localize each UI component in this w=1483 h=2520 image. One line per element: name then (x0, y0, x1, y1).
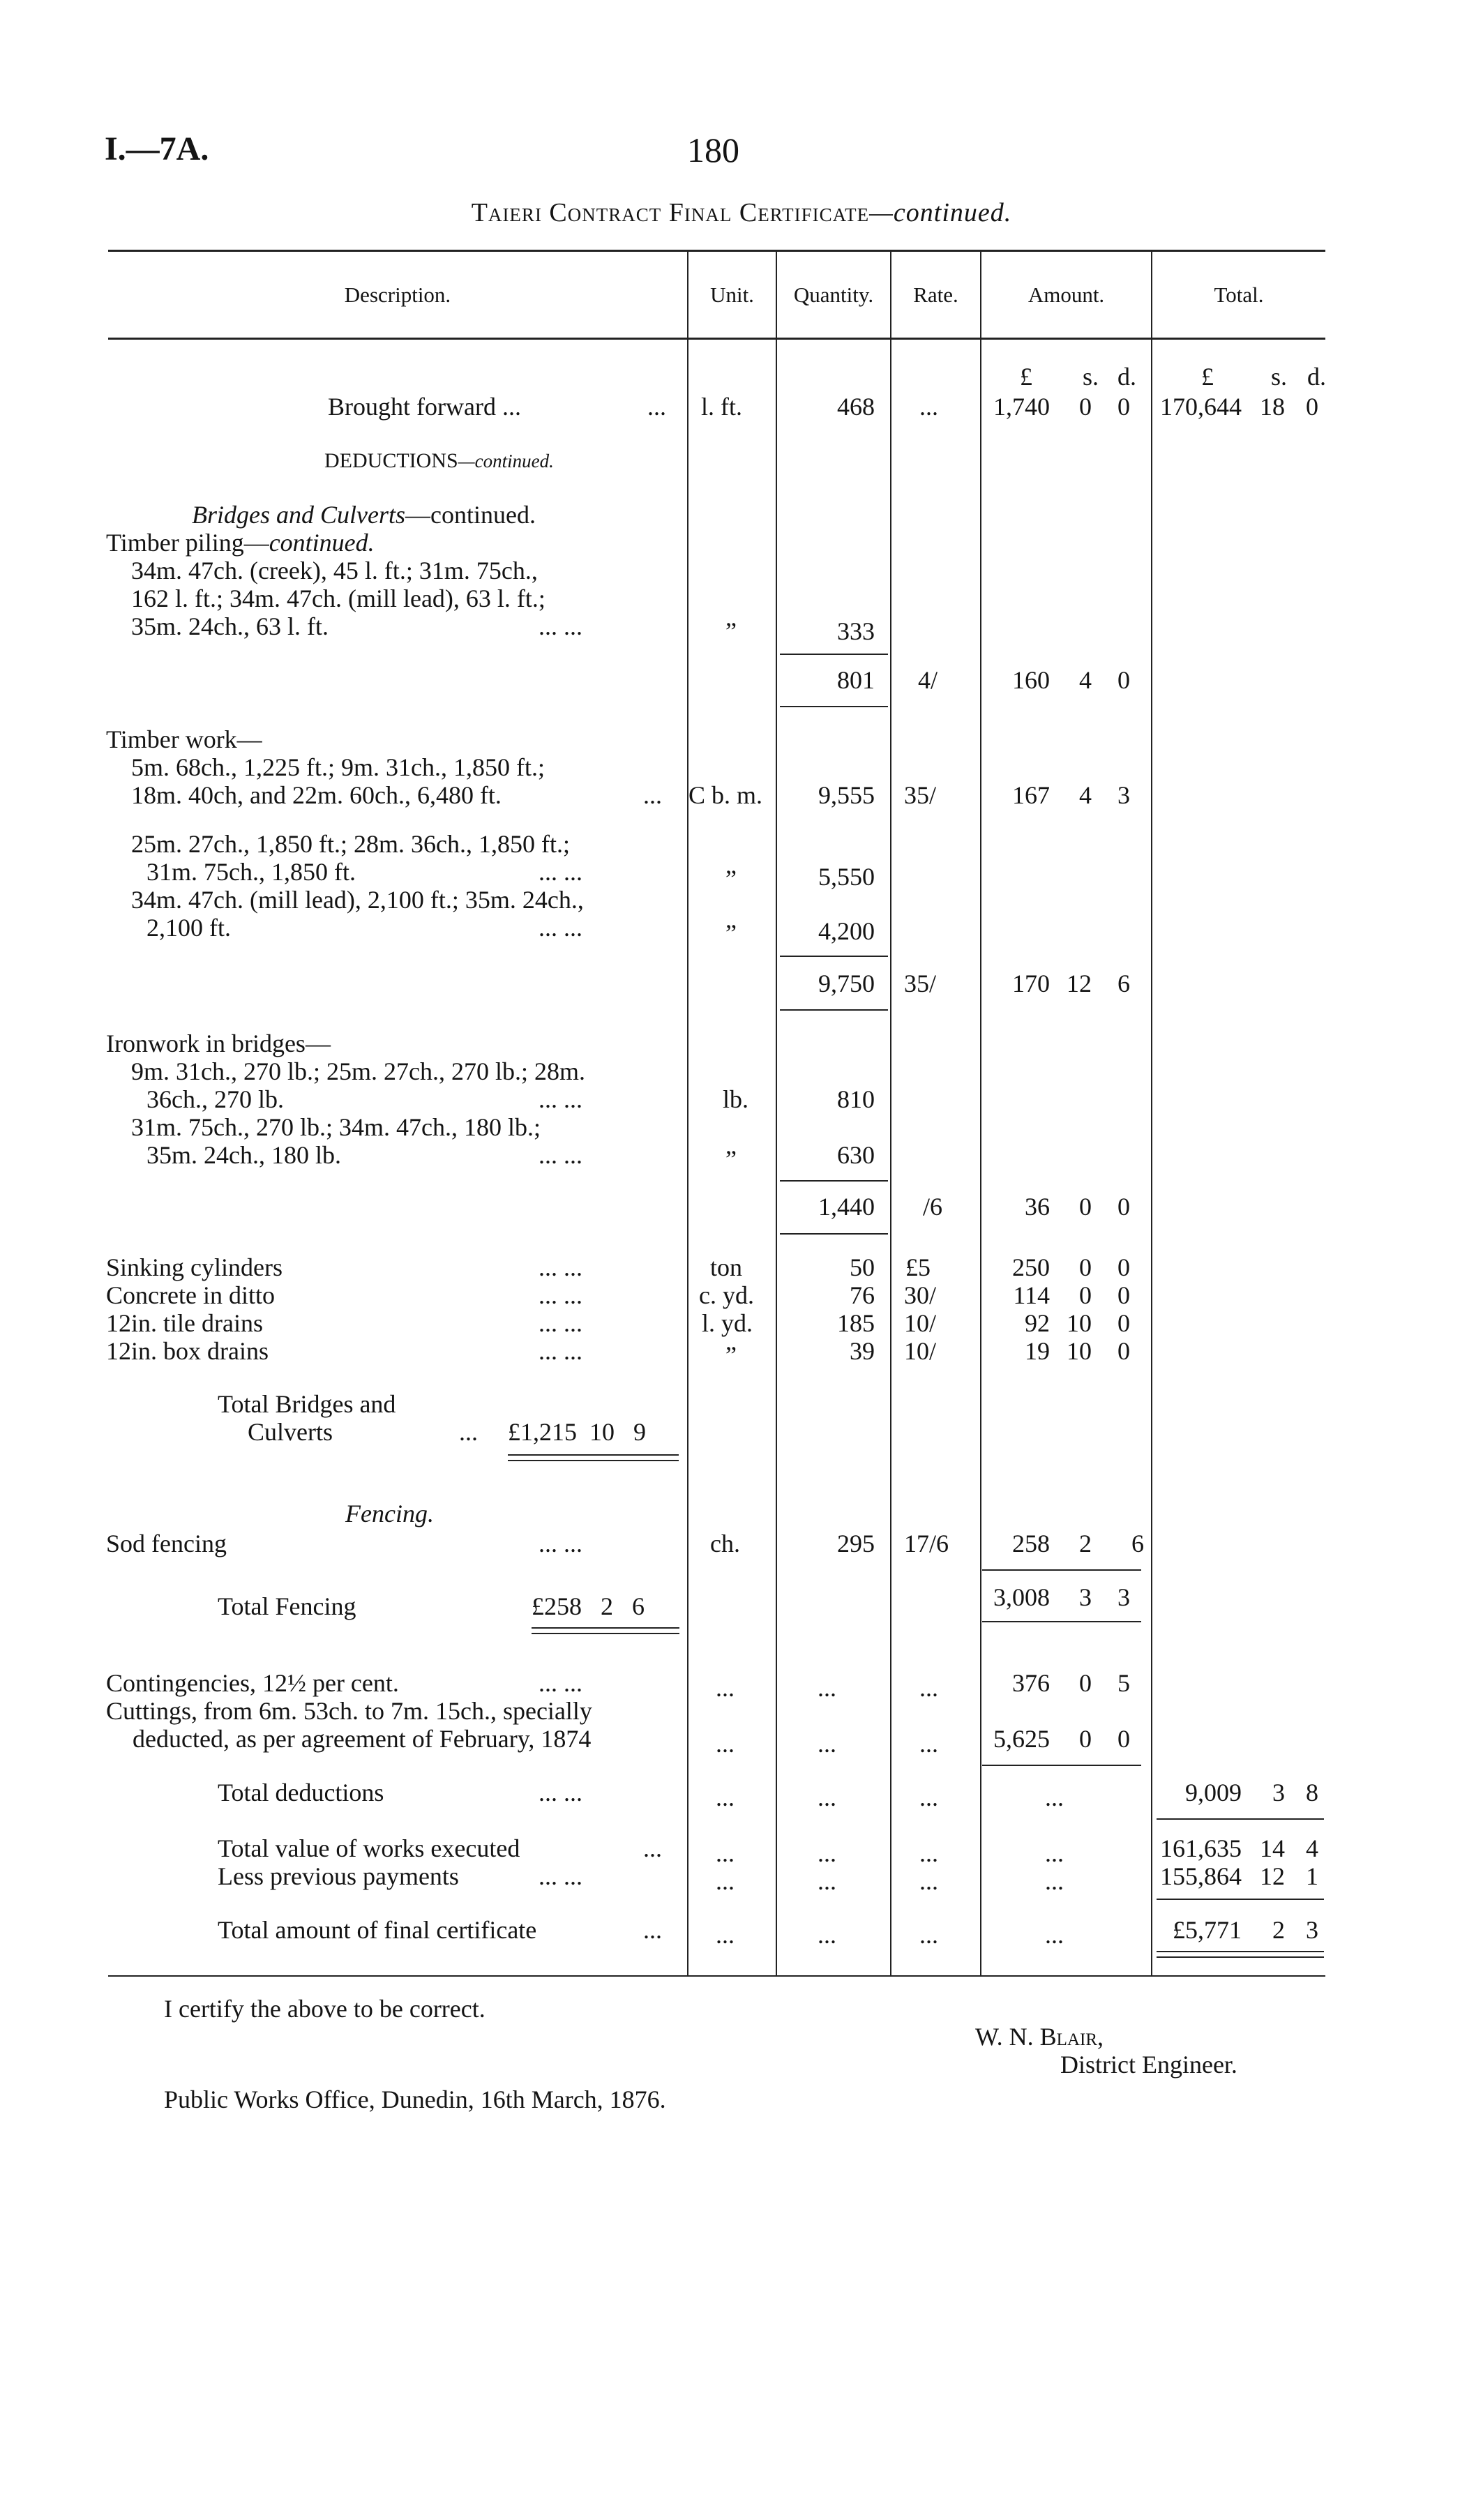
brought-forward-rate: ... (919, 393, 938, 421)
summary-total-s: 12 (1260, 1862, 1285, 1890)
summary-total-d: 1 (1306, 1862, 1318, 1890)
column-header-rate: Rate. (913, 282, 958, 307)
cuttings-unit-ellipsis: ... (716, 1730, 735, 1758)
item-row-quantity: 39 (850, 1337, 875, 1365)
brought-forward-total-d: 0 (1306, 393, 1318, 421)
fencing-subtotal-rule (982, 1621, 1141, 1622)
timber-work-a-rate: 35/ (904, 781, 937, 809)
timber-work-a-line-1: 5m. 68ch., 1,225 ft.; 9m. 31ch., 1,850 ft.; (131, 753, 545, 781)
summary-total-s: 3 (1272, 1779, 1285, 1806)
table-top-rule (108, 250, 1325, 252)
item-row-amount-s: 10 (1067, 1309, 1092, 1337)
fencing-subtotal-s: 3 (1079, 1583, 1092, 1611)
timber-work-b-line-2: 31m. 75ch., 1,850 ft. (146, 858, 356, 886)
summary-qty-ellipsis: ... (818, 1921, 836, 1949)
summary-total-s: 2 (1272, 1916, 1285, 1944)
item-row-amount-l: 19 (1025, 1337, 1050, 1365)
timber-work-a-unit: C b. m. (688, 781, 763, 809)
total-shilling-head: s. (1271, 363, 1288, 391)
piling-quantity: 333 (837, 617, 875, 645)
final-total-rule-1 (1157, 1951, 1324, 1952)
summary-unit-ellipsis: ... (716, 1783, 735, 1811)
timber-work-c-unit: ” (725, 919, 737, 947)
ironwork-b-dots: ... ... (539, 1141, 582, 1169)
summary-unit-ellipsis: ... (716, 1921, 735, 1949)
summary-amount-ellipsis: ... (1045, 1867, 1064, 1895)
col-sep-amount (980, 251, 981, 1975)
ironwork-bottom-rule (780, 1233, 888, 1235)
item-row-amount-d: 0 (1117, 1253, 1130, 1281)
col-sep-total (1151, 251, 1152, 1975)
item-row-amount-d: 0 (1117, 1281, 1130, 1309)
piling-label-text: Timber piling— (106, 529, 269, 557)
total-pence-head: d. (1307, 363, 1326, 391)
ironwork-amount-l: 36 (1025, 1193, 1050, 1221)
brought-forward-quantity: 468 (837, 393, 875, 421)
item-row-quantity: 50 (850, 1253, 875, 1281)
item-row-dots: ... ... (539, 1309, 582, 1337)
fencing-quantity: 295 (837, 1530, 875, 1557)
summary-qty-ellipsis: ... (818, 1867, 836, 1895)
fencing-unit: ch. (710, 1530, 740, 1557)
caption-suffix: —continued. (869, 198, 1012, 227)
cuttings-qty-ellipsis: ... (818, 1730, 836, 1758)
summary-total-d: 4 (1306, 1834, 1318, 1862)
fencing-total-value: £258 2 6 (532, 1592, 645, 1620)
cuttings-rate-ellipsis: ... (919, 1730, 938, 1758)
summary-total-rule (1157, 1899, 1324, 1900)
item-row-dots: ... ... (539, 1337, 582, 1365)
timber-work-a-amount-d: 3 (1117, 781, 1130, 809)
piling-line-3: 35m. 24ch., 63 l. ft. (131, 612, 329, 640)
contingencies-amount-s: 0 (1079, 1669, 1092, 1697)
contingencies-unit-ellipsis: ... (716, 1674, 735, 1702)
timber-work-a-amount-l: 167 (1012, 781, 1050, 809)
ironwork-a-dots: ... ... (539, 1085, 582, 1113)
fencing-total-rule-1 (532, 1627, 679, 1629)
table-caption (0, 197, 1483, 228)
summary-total-l: £5,771 (1173, 1916, 1242, 1944)
timber-work-c-line-1: 34m. 47ch. (mill lead), 2,100 ft.; 35m. 24ch., (131, 886, 584, 914)
summary-total-rule (1157, 1818, 1324, 1820)
timber-work-c-quantity: 4,200 (818, 917, 875, 945)
column-header-quantity: Quantity. (793, 282, 874, 307)
fencing-subtotal-l: 3,008 (993, 1583, 1050, 1611)
timber-work-amount-d: 6 (1117, 969, 1130, 997)
amount-shilling-head: s. (1083, 363, 1099, 391)
item-row-rate: £5 (905, 1253, 931, 1281)
cuttings-line-1: Cuttings, from 6m. 53ch. to 7m. 15ch., specially (106, 1697, 592, 1725)
item-row-unit: c. yd. (699, 1281, 754, 1309)
timber-work-sum: 9,750 (818, 969, 875, 997)
contingencies-dots: ... ... (539, 1669, 582, 1697)
timber-work-a-dots: ... (643, 781, 662, 809)
item-row-unit: ton (710, 1253, 743, 1281)
office-and-date: Public Works Office, Dunedin, 16th March, 1876. (164, 2085, 666, 2113)
contingencies-rate-ellipsis: ... (919, 1674, 938, 1702)
item-row-amount-s: 0 (1079, 1281, 1092, 1309)
ironwork-b-line-2: 35m. 24ch., 180 lb. (146, 1141, 341, 1169)
final-total-rule-2 (1157, 1956, 1324, 1958)
item-row-dots: ... ... (539, 1253, 582, 1281)
summary-dots: ... ... (539, 1779, 582, 1806)
item-row-dots: ... ... (539, 1281, 582, 1309)
piling-amount-d: 0 (1117, 666, 1130, 694)
timber-work-sum-rule (780, 956, 888, 957)
cuttings-amount-s: 0 (1079, 1725, 1092, 1753)
cuttings-line-2: deducted, as per agreement of February, 1874 (133, 1725, 592, 1753)
item-row-quantity: 185 (837, 1309, 875, 1337)
timber-work-a-line-2: 18m. 40ch, and 22m. 60ch., 6,480 ft. (131, 781, 502, 809)
item-row-amount-s: 10 (1067, 1337, 1092, 1365)
certification-statement: I certify the above to be correct. (164, 1995, 485, 2023)
brought-forward-dots: ... (647, 393, 666, 421)
timber-work-rate: 35/ (904, 969, 937, 997)
contingencies-qty-ellipsis: ... (818, 1674, 836, 1702)
ironwork-rate: /6 (923, 1193, 943, 1221)
fencing-rate: 17/6 (904, 1530, 949, 1557)
ironwork-a-line-1: 9m. 31ch., 270 lb.; 25m. 27ch., 270 lb.; 28m. (131, 1057, 585, 1085)
ironwork-b-quantity: 630 (837, 1141, 875, 1169)
bridges-total-value: £1,215 10 9 (508, 1418, 646, 1446)
timber-work-amount-l: 170 (1012, 969, 1050, 997)
piling-label-suffix: continued. (269, 529, 375, 557)
piling-sum-rule (780, 654, 888, 655)
timber-work-b-unit: ” (725, 865, 737, 893)
ironwork-a-quantity: 810 (837, 1085, 875, 1113)
deductions-heading (324, 447, 554, 475)
bridges-total-label-2: Culverts (248, 1418, 333, 1446)
timber-work-c-dots: ... ... (539, 914, 582, 942)
piling-rate: 4/ (918, 666, 938, 694)
piling-line-2: 162 l. ft.; 34m. 47ch. (mill lead), 63 l. ft.; (131, 584, 545, 612)
table-bottom-rule (108, 1975, 1325, 1977)
ironwork-sum-rule (780, 1180, 888, 1182)
ironwork-b-unit: ” (725, 1145, 737, 1173)
summary-total-d: 8 (1306, 1779, 1318, 1806)
timber-work-bottom-rule (780, 1009, 888, 1011)
timber-work-label: Timber work— (106, 725, 262, 753)
signatory-title: District Engineer. (1060, 2051, 1237, 2078)
column-header-unit: Unit. (710, 282, 754, 307)
bridges-total-rule-2 (508, 1460, 679, 1461)
summary-dots: ... (643, 1916, 662, 1944)
brought-forward-total-l: 170,644 (1160, 393, 1242, 421)
summary-total-s: 14 (1260, 1834, 1285, 1862)
ironwork-a-line-2: 36ch., 270 lb. (146, 1085, 284, 1113)
ironwork-b-line-1: 31m. 75ch., 270 lb.; 34m. 47ch., 180 lb.; (131, 1113, 541, 1141)
deductions-heading-suffix: —continued. (458, 451, 554, 471)
piling-amount-l: 160 (1012, 666, 1050, 694)
piling-amount-s: 4 (1079, 666, 1092, 694)
brought-forward-label: Brought forward ... (328, 393, 521, 421)
fencing-total-rule-2 (532, 1633, 679, 1634)
summary-dots: ... ... (539, 1862, 582, 1890)
timber-work-a-amount-s: 4 (1079, 781, 1092, 809)
ironwork-label: Ironwork in bridges— (106, 1029, 331, 1057)
amount-pound-head: £ (1020, 363, 1032, 391)
bridges-heading-text: Bridges and Culverts (192, 501, 405, 529)
item-row-label: Sinking cylinders (106, 1253, 283, 1281)
summary-rate-ellipsis: ... (919, 1783, 938, 1811)
summary-label-total-value: Total value of works executed (218, 1834, 520, 1862)
piling-unit: ” (725, 617, 737, 645)
item-row-rate: 10/ (904, 1309, 937, 1337)
piling-dots: ... ... (539, 612, 582, 640)
timber-work-b-quantity: 5,550 (818, 863, 875, 891)
bridges-heading (192, 501, 536, 529)
bridges-heading-suffix: —continued. (405, 501, 536, 529)
summary-amount-ellipsis: ... (1045, 1921, 1064, 1949)
fencing-item-label: Sod fencing (106, 1530, 227, 1557)
item-row-rate: 30/ (904, 1281, 937, 1309)
fencing-subtotal-d: 3 (1117, 1583, 1130, 1611)
ironwork-a-unit: lb. (723, 1085, 749, 1113)
deductions-heading-text: DEDUCTIONS (324, 449, 458, 472)
summary-total-d: 3 (1306, 1916, 1318, 1944)
brought-forward-amount-s: 0 (1079, 393, 1092, 421)
item-row-amount-l: 250 (1012, 1253, 1050, 1281)
column-header-amount: Amount. (1027, 282, 1105, 307)
item-row-amount-s: 0 (1079, 1253, 1092, 1281)
fencing-amount-rule (982, 1569, 1141, 1571)
brought-forward-amount-d: 0 (1117, 393, 1130, 421)
piling-bottom-rule (780, 706, 888, 707)
item-row-amount-l: 92 (1025, 1309, 1050, 1337)
contingencies-amount-l: 376 (1012, 1669, 1050, 1697)
summary-dots: ... (643, 1834, 662, 1862)
document-reference: I.—7A. (105, 130, 209, 167)
item-row-quantity: 76 (850, 1281, 875, 1309)
caption-text: Taieri Contract Final Certificate (471, 198, 870, 227)
summary-rate-ellipsis: ... (919, 1839, 938, 1867)
summary-rate-ellipsis: ... (919, 1867, 938, 1895)
page-number: 180 (687, 130, 739, 169)
signatory-name: W. N. Blair, (975, 2023, 1104, 2051)
column-header-total: Total. (1214, 282, 1264, 307)
timber-work-b-dots: ... ... (539, 858, 582, 886)
header-bottom-rule (108, 338, 1325, 340)
brought-forward-amount-l: 1,740 (993, 393, 1050, 421)
item-row-label: 12in. box drains (106, 1337, 269, 1365)
item-row-label: 12in. tile drains (106, 1309, 263, 1337)
fencing-amount-s: 2 (1079, 1530, 1092, 1557)
column-header-description: Description. (344, 282, 451, 307)
ironwork-amount-s: 0 (1079, 1193, 1092, 1221)
summary-rate-ellipsis: ... (919, 1921, 938, 1949)
col-sep-rate (890, 251, 891, 1975)
bridges-total-dots: ... (459, 1418, 478, 1446)
timber-work-b-line-1: 25m. 27ch., 1,850 ft.; 28m. 36ch., 1,850 ft.; (131, 830, 570, 858)
bridges-total-rule-1 (508, 1454, 679, 1456)
item-row-amount-d: 0 (1117, 1309, 1130, 1337)
item-row-label: Concrete in ditto (106, 1281, 275, 1309)
summary-unit-ellipsis: ... (716, 1839, 735, 1867)
total-pound-head: £ (1201, 363, 1214, 391)
item-row-rate: 10/ (904, 1337, 937, 1365)
item-row-unit: l. yd. (702, 1309, 753, 1337)
timber-work-amount-s: 12 (1067, 969, 1092, 997)
summary-label-total-deductions: Total deductions (218, 1779, 384, 1806)
ironwork-sum: 1,440 (818, 1193, 875, 1221)
brought-forward-unit: l. ft. (701, 393, 742, 421)
contingencies-amount-d: 5 (1117, 1669, 1130, 1697)
summary-label-previous-payments: Less previous payments (218, 1862, 459, 1890)
fencing-heading: Fencing. (345, 1500, 434, 1527)
bridges-total-label: Total Bridges and (218, 1390, 396, 1418)
summary-qty-ellipsis: ... (818, 1783, 836, 1811)
summary-total-l: 9,009 (1185, 1779, 1242, 1806)
item-row-amount-l: 114 (1013, 1281, 1050, 1309)
fencing-total-label: Total Fencing (218, 1592, 356, 1620)
timber-work-a-quantity: 9,555 (818, 781, 875, 809)
summary-amount-ellipsis: ... (1045, 1839, 1064, 1867)
ironwork-amount-d: 0 (1117, 1193, 1130, 1221)
col-sep-quantity (776, 251, 777, 1975)
summary-label-final-certificate: Total amount of final certificate (218, 1916, 537, 1944)
contingencies-label: Contingencies, 12½ per cent. (106, 1669, 399, 1697)
summary-total-l: 155,864 (1160, 1862, 1242, 1890)
item-row-unit: ” (725, 1341, 737, 1369)
piling-label (106, 529, 375, 557)
timber-work-c-line-2: 2,100 ft. (146, 914, 231, 942)
deductions-amount-rule (982, 1765, 1141, 1766)
summary-total-l: 161,635 (1160, 1834, 1242, 1862)
amount-pence-head: d. (1117, 363, 1136, 391)
summary-unit-ellipsis: ... (716, 1867, 735, 1895)
cuttings-amount-d: 0 (1117, 1725, 1130, 1753)
item-row-amount-d: 0 (1117, 1337, 1130, 1365)
col-sep-unit (687, 251, 688, 1975)
piling-sum: 801 (837, 666, 875, 694)
summary-qty-ellipsis: ... (818, 1839, 836, 1867)
piling-line-1: 34m. 47ch. (creek), 45 l. ft.; 31m. 75ch., (131, 557, 538, 584)
fencing-amount-l: 258 (1012, 1530, 1050, 1557)
fencing-amount-d: 6 (1131, 1530, 1144, 1557)
cuttings-amount-l: 5,625 (993, 1725, 1050, 1753)
summary-amount-ellipsis: ... (1045, 1783, 1064, 1811)
fencing-item-dots: ... ... (539, 1530, 582, 1557)
brought-forward-total-s: 18 (1260, 393, 1285, 421)
